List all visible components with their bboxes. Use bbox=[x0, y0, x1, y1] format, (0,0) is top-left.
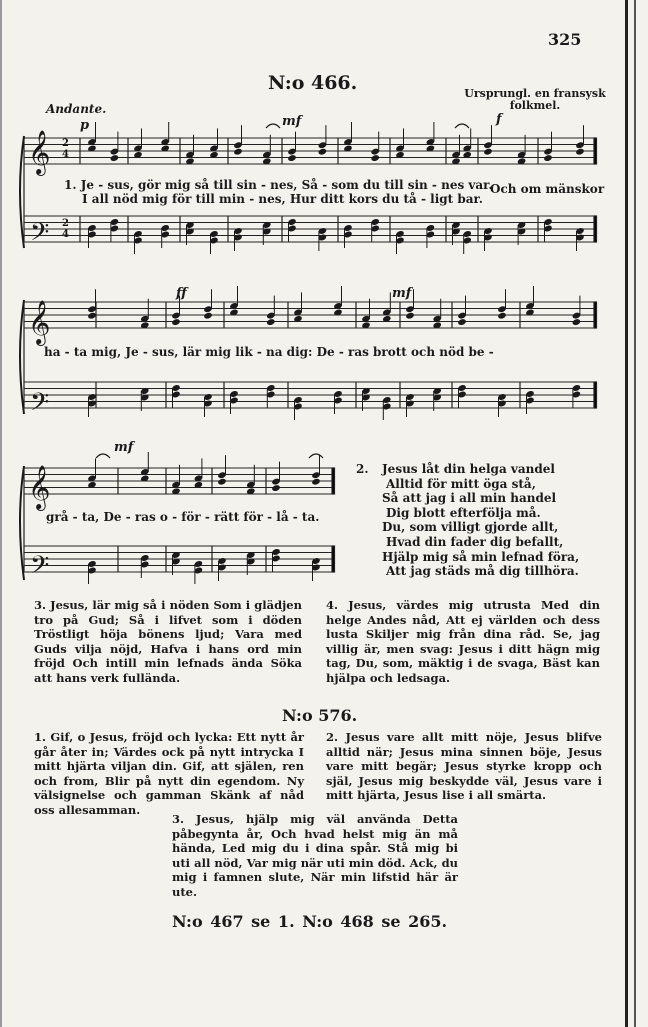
lyrics-system2: ha - ta mig, Je - sus, lär mig lik - na dig: De - ras brott och nöd be - bbox=[44, 345, 494, 359]
note-head bbox=[203, 312, 212, 320]
note-head bbox=[318, 148, 327, 156]
dynamic-mf-2: mf bbox=[392, 286, 412, 301]
note-stem bbox=[396, 234, 397, 254]
note-stem bbox=[533, 286, 534, 306]
note-stem bbox=[288, 222, 289, 242]
note-stem bbox=[459, 135, 460, 155]
note-head bbox=[171, 318, 180, 326]
note-stem bbox=[433, 391, 434, 411]
note-stem bbox=[426, 228, 427, 248]
note-stem bbox=[179, 465, 180, 485]
note-stem bbox=[341, 286, 342, 306]
bass-clef-3: 𝄢 bbox=[30, 551, 50, 586]
note-head bbox=[110, 154, 119, 162]
note-stem bbox=[433, 122, 434, 142]
final-bar bbox=[332, 468, 335, 494]
note-stem bbox=[458, 388, 459, 408]
note-stem bbox=[141, 128, 142, 148]
cross-reference-footer: N:o 467 se 1. N:o 468 se 265. bbox=[172, 912, 448, 931]
note-stem bbox=[583, 125, 584, 145]
treble-clef-3: 𝄞 bbox=[28, 465, 51, 509]
note-stem bbox=[413, 289, 414, 309]
note-stem bbox=[161, 228, 162, 248]
verse-2-line: Alltid för mitt öga stå, bbox=[386, 476, 536, 491]
note-stem bbox=[491, 125, 492, 145]
note-stem bbox=[301, 292, 302, 312]
note-stem bbox=[295, 132, 296, 152]
note-stem bbox=[279, 462, 280, 482]
note-stem bbox=[579, 296, 580, 316]
note-stem bbox=[141, 558, 142, 578]
note-stem bbox=[218, 561, 219, 581]
verse-2-line: Att jag städs må dig tillhöra. bbox=[386, 564, 579, 579]
fermata-2 bbox=[455, 124, 469, 128]
note-head bbox=[497, 312, 506, 320]
verse-2-number: 2. bbox=[356, 462, 369, 476]
note-stem bbox=[318, 231, 319, 251]
note-stem bbox=[470, 128, 471, 148]
hymn-466-title: N:o 466. bbox=[268, 72, 358, 94]
dynamic-f: f bbox=[496, 112, 502, 127]
note-stem bbox=[344, 228, 345, 248]
note-stem bbox=[351, 122, 352, 142]
time-sig-bass-bottom: 4 bbox=[62, 229, 69, 240]
note-stem bbox=[572, 388, 573, 408]
note-stem bbox=[88, 564, 89, 584]
note-head bbox=[266, 318, 275, 326]
dynamic-mf-1: mf bbox=[282, 114, 302, 129]
hymn-576-title: N:o 576. bbox=[282, 706, 358, 725]
note-stem bbox=[334, 394, 335, 414]
note-stem bbox=[576, 231, 577, 251]
lyrics-system3: grå - ta, De - ras o - för - rätt för - lå - ta. bbox=[46, 510, 320, 524]
note-stem bbox=[237, 286, 238, 306]
hymn-466-verse-3: 3. Jesus, lär mig så i nöden Som i glädjen tro på Gud; Så i lifvet som i döden Tröstligt höja bönens ljud; Vara med Guds vilja nöjd, Hafva i hans ord min fröjd Och intill min lefnads ända Söka att hans verk fullända. bbox=[34, 598, 302, 685]
note-stem bbox=[371, 222, 372, 242]
note-stem bbox=[95, 458, 96, 478]
note-stem bbox=[551, 132, 552, 152]
note-stem bbox=[263, 225, 264, 245]
verse-2-line: Så att jag i all min handel bbox=[382, 491, 557, 506]
treble-clef-1: 𝄞 bbox=[28, 130, 51, 174]
note-stem bbox=[525, 135, 526, 155]
note-stem bbox=[254, 465, 255, 485]
note-stem bbox=[194, 564, 195, 584]
note-head bbox=[543, 154, 552, 162]
fermata-1 bbox=[266, 124, 280, 128]
note-stem bbox=[168, 122, 169, 142]
note-head bbox=[572, 318, 581, 326]
dynamic-p: p bbox=[80, 118, 90, 133]
final-bar bbox=[332, 546, 335, 572]
bass-clef-2: 𝄢 bbox=[30, 388, 50, 423]
verse-2-line: Dig blott efterfölja må. bbox=[386, 505, 541, 520]
hymn-466-verse-4: 4. Jesus, värdes mig utrusta Med din helge Andes nåd, Att ej världen och dess lusta Skiljer mig från dina råd. Se, jag villig är, men svag: Jesus i ditt hägn mig tag, Du, som, mäktig i de svaga, Bäst kan hjälpa och ledsaga. bbox=[326, 598, 600, 685]
note-stem bbox=[186, 225, 187, 245]
hymn-576-verse-2: 2. Jesus vare allt mitt nöje, Jesus blifve alltid när; Jesus mina sinnen böje, Jesus vare mitt begär; Jesus styrke kropp och själ, Jesus mig beskydde väl, Jesus vare i mitt hjärta, Jesus lise i all smärta. bbox=[326, 730, 602, 803]
note-head bbox=[287, 154, 296, 162]
note-stem bbox=[117, 132, 118, 152]
note-stem bbox=[369, 299, 370, 319]
final-bar bbox=[594, 382, 597, 408]
note-stem bbox=[172, 555, 173, 575]
note-head bbox=[370, 154, 379, 162]
note-stem bbox=[234, 231, 235, 251]
verse-2-line: Hjälp mig så min lefnad föra, bbox=[382, 549, 580, 564]
note-stem bbox=[319, 455, 320, 475]
note-stem bbox=[141, 391, 142, 411]
note-stem bbox=[95, 122, 96, 142]
note-stem bbox=[148, 299, 149, 319]
note-stem bbox=[88, 397, 89, 417]
lyrics-system1-line2: I all nöd mig för till min - nes, Hur ditt kors du tå - ligt bar. bbox=[82, 192, 483, 206]
final-bar bbox=[594, 302, 597, 328]
dynamic-mf-3: mf bbox=[114, 440, 134, 455]
note-stem bbox=[526, 394, 527, 414]
note-stem bbox=[134, 234, 135, 254]
note-head bbox=[233, 148, 242, 156]
note-stem bbox=[505, 289, 506, 309]
note-stem bbox=[247, 555, 248, 575]
note-stem bbox=[110, 222, 111, 242]
note-stem bbox=[272, 552, 273, 572]
note-head bbox=[483, 148, 492, 156]
note-stem bbox=[210, 234, 211, 254]
note-stem bbox=[204, 397, 205, 417]
tempo-marking: Andante. bbox=[46, 102, 107, 116]
note-stem bbox=[267, 388, 268, 408]
note-stem bbox=[463, 234, 464, 254]
note-stem bbox=[484, 231, 485, 251]
note-stem bbox=[498, 397, 499, 417]
note-head bbox=[311, 478, 320, 486]
verse-2-line: Jesus låt din helga vandel bbox=[382, 462, 555, 476]
note-stem bbox=[88, 228, 89, 248]
verse-2-line: Hvad din fader dig befallt, bbox=[386, 534, 564, 549]
note-stem bbox=[406, 397, 407, 417]
lyrics-continuation: Och om mänskor bbox=[490, 182, 605, 196]
note-stem bbox=[148, 452, 149, 472]
hymn-576-verse-3: 3. Jesus, hjälp mig väl använda Detta påbegynta år, Och hvad helst mig än må hända, Led mig du i dina spår. Stå mig bi uti all nöd, Var mig när uti min död. Ack, du mig i famnen slute, När min lifstid här är ute. bbox=[172, 812, 458, 899]
note-stem bbox=[230, 394, 231, 414]
note-stem bbox=[390, 292, 391, 312]
note-stem bbox=[383, 400, 384, 420]
note-stem bbox=[225, 455, 226, 475]
hymn-576-verse-1: 1. Gif, o Jesus, fröjd och lycka: Ett nytt år går åter in; Värdes ock på nytt intrycka I mitt hjärta viljan din. Gif, att själen, ren och from, Blir på nytt din egendom. Ny välsignelse och gamman Skänk af nåd oss allesamman. bbox=[34, 730, 304, 817]
note-stem bbox=[452, 225, 453, 245]
melody-origin-line-1: Ursprungl. en fransysk bbox=[464, 87, 606, 100]
note-stem bbox=[294, 400, 295, 420]
melody-origin-line-2: folkmel. bbox=[509, 99, 561, 112]
page-number: 325 bbox=[548, 30, 582, 49]
final-bar bbox=[594, 216, 597, 242]
lyrics-system1-line1: 1. Je - sus, gör mig så till sin - nes, Så - som du till sin - nes var. bbox=[64, 178, 493, 192]
note-head bbox=[271, 484, 280, 492]
time-sig-treble-top: 2 bbox=[62, 138, 69, 149]
dynamic-ff: ff bbox=[176, 286, 187, 301]
note-head bbox=[457, 318, 466, 326]
time-sig-bass-top: 2 bbox=[62, 218, 69, 229]
note-head bbox=[217, 478, 226, 486]
note-stem bbox=[211, 289, 212, 309]
note-head bbox=[575, 148, 584, 156]
note-stem bbox=[217, 128, 218, 148]
note-stem bbox=[325, 125, 326, 145]
note-stem bbox=[172, 388, 173, 408]
note-stem bbox=[518, 225, 519, 245]
fermata-4 bbox=[309, 454, 323, 458]
note-stem bbox=[465, 296, 466, 316]
verse-2-line: Du, som villigt gjorde allt, bbox=[382, 520, 559, 535]
note-stem bbox=[241, 125, 242, 145]
note-stem bbox=[274, 296, 275, 316]
note-stem bbox=[403, 128, 404, 148]
note-stem bbox=[440, 299, 441, 319]
treble-clef-2: 𝄞 bbox=[28, 300, 51, 344]
note-stem bbox=[193, 135, 194, 155]
note-stem bbox=[544, 222, 545, 242]
note-stem bbox=[312, 561, 313, 581]
fermata-3 bbox=[96, 454, 110, 458]
note-head bbox=[405, 312, 414, 320]
final-bar bbox=[594, 138, 597, 164]
note-stem bbox=[95, 289, 96, 309]
verse-2 bbox=[356, 462, 579, 579]
note-stem bbox=[270, 135, 271, 155]
note-stem bbox=[362, 391, 363, 411]
note-stem bbox=[378, 132, 379, 152]
note-stem bbox=[201, 458, 202, 478]
bass-clef-1: 𝄢 bbox=[30, 218, 50, 253]
note-head bbox=[87, 312, 96, 320]
time-sig-treble-bottom: 4 bbox=[62, 149, 69, 160]
